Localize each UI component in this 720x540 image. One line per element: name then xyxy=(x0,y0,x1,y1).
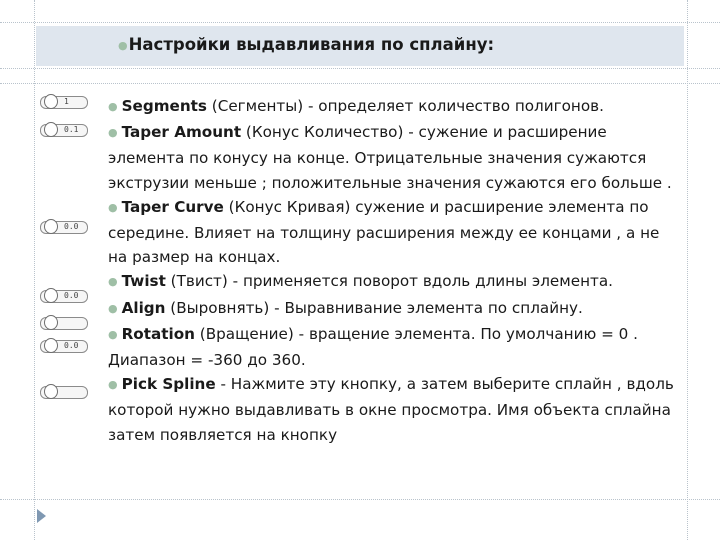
taper-amount-spinner[interactable] xyxy=(40,122,86,137)
twist-value: 0.0 xyxy=(64,291,79,300)
item-term: Align xyxy=(121,298,166,317)
taper-curve-icon xyxy=(44,219,58,234)
align-icon xyxy=(44,315,58,330)
item-term: Twist xyxy=(121,272,166,291)
bullet-icon: ● xyxy=(108,275,118,289)
content-guide-line xyxy=(0,83,720,84)
rotation-spinner[interactable] xyxy=(40,338,86,353)
parameter-list xyxy=(108,94,682,447)
segments-icon xyxy=(44,94,58,109)
pick-spline-icon xyxy=(44,384,58,399)
list-item xyxy=(108,269,682,295)
bullet-icon: ● xyxy=(108,126,118,140)
item-text: (Конус Кривая) сужение и расширение элемента по середине. Влияет на толщину расширения между ее концами , а не на размер на концах. xyxy=(108,197,660,267)
bullet-icon: ● xyxy=(108,327,118,341)
bullet-icon: ● xyxy=(118,39,128,52)
item-text: (Вращение) - вращение элемента. По умолчанию = 0 . Диапазон = -360 до 360. xyxy=(108,324,638,370)
next-slide-arrow-icon[interactable] xyxy=(37,509,46,523)
taper-curve-spinner[interactable] xyxy=(40,219,86,234)
left-guide-line xyxy=(34,0,35,540)
bullet-icon: ● xyxy=(108,100,118,113)
segments-spinner[interactable] xyxy=(40,94,86,109)
item-term: Rotation xyxy=(121,324,195,343)
align-button[interactable] xyxy=(40,315,86,330)
list-item xyxy=(108,372,682,447)
taper-curve-value: 0.0 xyxy=(64,222,79,231)
list-item xyxy=(108,120,682,195)
twist-icon xyxy=(44,288,58,303)
rotation-icon xyxy=(44,338,58,353)
list-item xyxy=(108,195,682,270)
bullet-icon: ● xyxy=(108,378,118,392)
segments-value: 1 xyxy=(64,97,69,106)
right-guide-line xyxy=(687,0,688,540)
slide-title-text: Настройки выдавливания по сплайну: xyxy=(128,35,495,54)
item-text: (Сегменты) - определяет количество полигонов. xyxy=(206,97,604,115)
slide-title xyxy=(118,35,494,54)
taper-amount-icon xyxy=(44,122,58,137)
bullet-icon: ● xyxy=(108,200,118,214)
list-item xyxy=(108,296,682,322)
list-item xyxy=(108,322,682,372)
twist-spinner[interactable] xyxy=(40,288,86,303)
title-guide-line xyxy=(0,68,720,69)
item-term: Taper Amount xyxy=(121,123,242,142)
footer-guide-line xyxy=(0,499,720,500)
bullet-icon: ● xyxy=(108,301,118,315)
pick-spline-button[interactable] xyxy=(40,384,86,399)
item-text: (Конус Количество) - сужение и расширение элемента по конусу на конце. Отрицательные значения сужаются экструзии меньше ; положительные значения сужаются его больше . xyxy=(108,123,672,192)
item-term: Segments xyxy=(121,97,207,115)
item-text: - Нажмите эту кнопку, а затем выберите сплайн , вдоль которой нужно выдавливать в окне просмотра. Имя объекта сплайна затем появляется на кнопку xyxy=(108,375,674,444)
item-text: (Твист) - применяется поворот вдоль длины элемента. xyxy=(165,272,613,291)
taper-amount-value: 0.1 xyxy=(64,125,79,134)
top-guide-line xyxy=(0,22,720,23)
item-term: Taper Curve xyxy=(121,197,224,216)
list-item xyxy=(108,94,682,120)
rotation-value: 0.0 xyxy=(64,341,79,350)
item-term: Pick Spline xyxy=(121,375,216,394)
item-text: (Выровнять) - Выравнивание элемента по сплайну. xyxy=(165,298,583,317)
